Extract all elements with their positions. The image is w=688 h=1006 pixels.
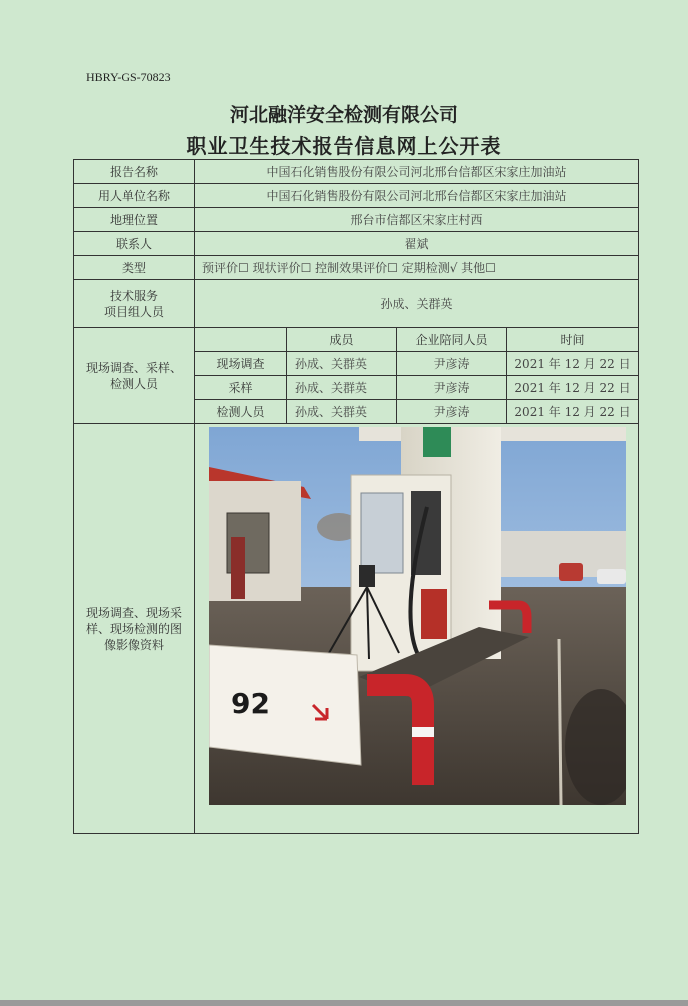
time-header: 时间	[507, 328, 639, 352]
bottom-scroll-bar	[0, 1000, 688, 1006]
sound-meter	[359, 565, 375, 587]
employer-label: 用人单位名称	[74, 184, 195, 208]
survey-row-time: 2021 年 12 月 22 日	[507, 376, 639, 400]
survey-row-accompany: 尹彦涛	[397, 352, 507, 376]
building-door	[231, 537, 245, 599]
survey-row-label: 现场调查	[195, 352, 287, 376]
white-car	[597, 569, 626, 584]
location-value: 邢台市信都区宋家庄村西	[195, 208, 639, 232]
survey-row-label: 检测人员	[195, 400, 287, 424]
contact-value: 翟斌	[195, 232, 639, 256]
team-value: 孙成、关群英	[195, 280, 639, 328]
report-name-value: 中国石化销售股份有限公司河北邢台信都区宋家庄加油站	[195, 160, 639, 184]
report-name-label: 报告名称	[74, 160, 195, 184]
survey-row-label: 采样	[195, 376, 287, 400]
images-row	[74, 424, 639, 834]
survey-header-row	[74, 328, 639, 352]
barrier-stripe	[412, 727, 434, 737]
row-type	[74, 256, 639, 280]
nozzle-red	[421, 589, 447, 639]
type-label: 类型	[74, 256, 195, 280]
survey-row-accompany: 尹彦涛	[397, 376, 507, 400]
survey-row-time: 2021 年 12 月 22 日	[507, 400, 639, 424]
images-label-line1: 现场调查、现场采	[85, 605, 182, 620]
survey-row-accompany: 尹彦涛	[397, 400, 507, 424]
team-label-line1: 技术服务	[109, 288, 158, 303]
dispenser-screen	[361, 493, 403, 573]
site-photo	[209, 427, 626, 805]
images-label-line2: 样、现场检测的图	[85, 621, 182, 636]
row-employer	[74, 184, 639, 208]
report-table	[73, 159, 639, 834]
row-contact	[74, 232, 639, 256]
employer-value: 中国石化销售股份有限公司河北邢台信都区宋家庄加油站	[195, 184, 639, 208]
images-label	[74, 424, 195, 834]
survey-header-blank	[195, 328, 287, 352]
location-label: 地理位置	[74, 208, 195, 232]
survey-row-members: 孙成、关群英	[287, 376, 397, 400]
type-options: 预评价☐ 现状评价☐ 控制效果评价☐ 定期检测√ 其他☐	[195, 256, 639, 280]
canopy-stripe	[423, 427, 451, 457]
red-car	[559, 563, 583, 581]
survey-label-line2: 检测人员	[109, 376, 158, 391]
survey-label-line1: 现场调查、采样、	[85, 360, 182, 375]
form-title: 职业卫生技术报告信息网上公开表	[186, 134, 502, 158]
pump-number: 92	[231, 687, 270, 720]
contact-label: 联系人	[74, 232, 195, 256]
company-name: 河北融洋安全检测有限公司	[229, 104, 458, 126]
row-team	[74, 280, 639, 328]
survey-row-members: 孙成、关群英	[287, 400, 397, 424]
survey-row-members: 孙成、关群英	[287, 352, 397, 376]
survey-label	[74, 328, 195, 424]
survey-row-time: 2021 年 12 月 22 日	[507, 352, 639, 376]
lane-line	[559, 639, 561, 805]
images-label-line3: 像影像资料	[103, 637, 164, 652]
accompany-header: 企业陪同人员	[397, 328, 507, 352]
document-number: HBRY-GS-70823	[86, 70, 171, 84]
members-header: 成员	[287, 328, 397, 352]
team-label	[74, 280, 195, 328]
team-label-line2: 项目组人员	[103, 304, 164, 319]
photo-cell	[195, 424, 639, 834]
row-location	[74, 208, 639, 232]
row-report-name	[74, 160, 639, 184]
